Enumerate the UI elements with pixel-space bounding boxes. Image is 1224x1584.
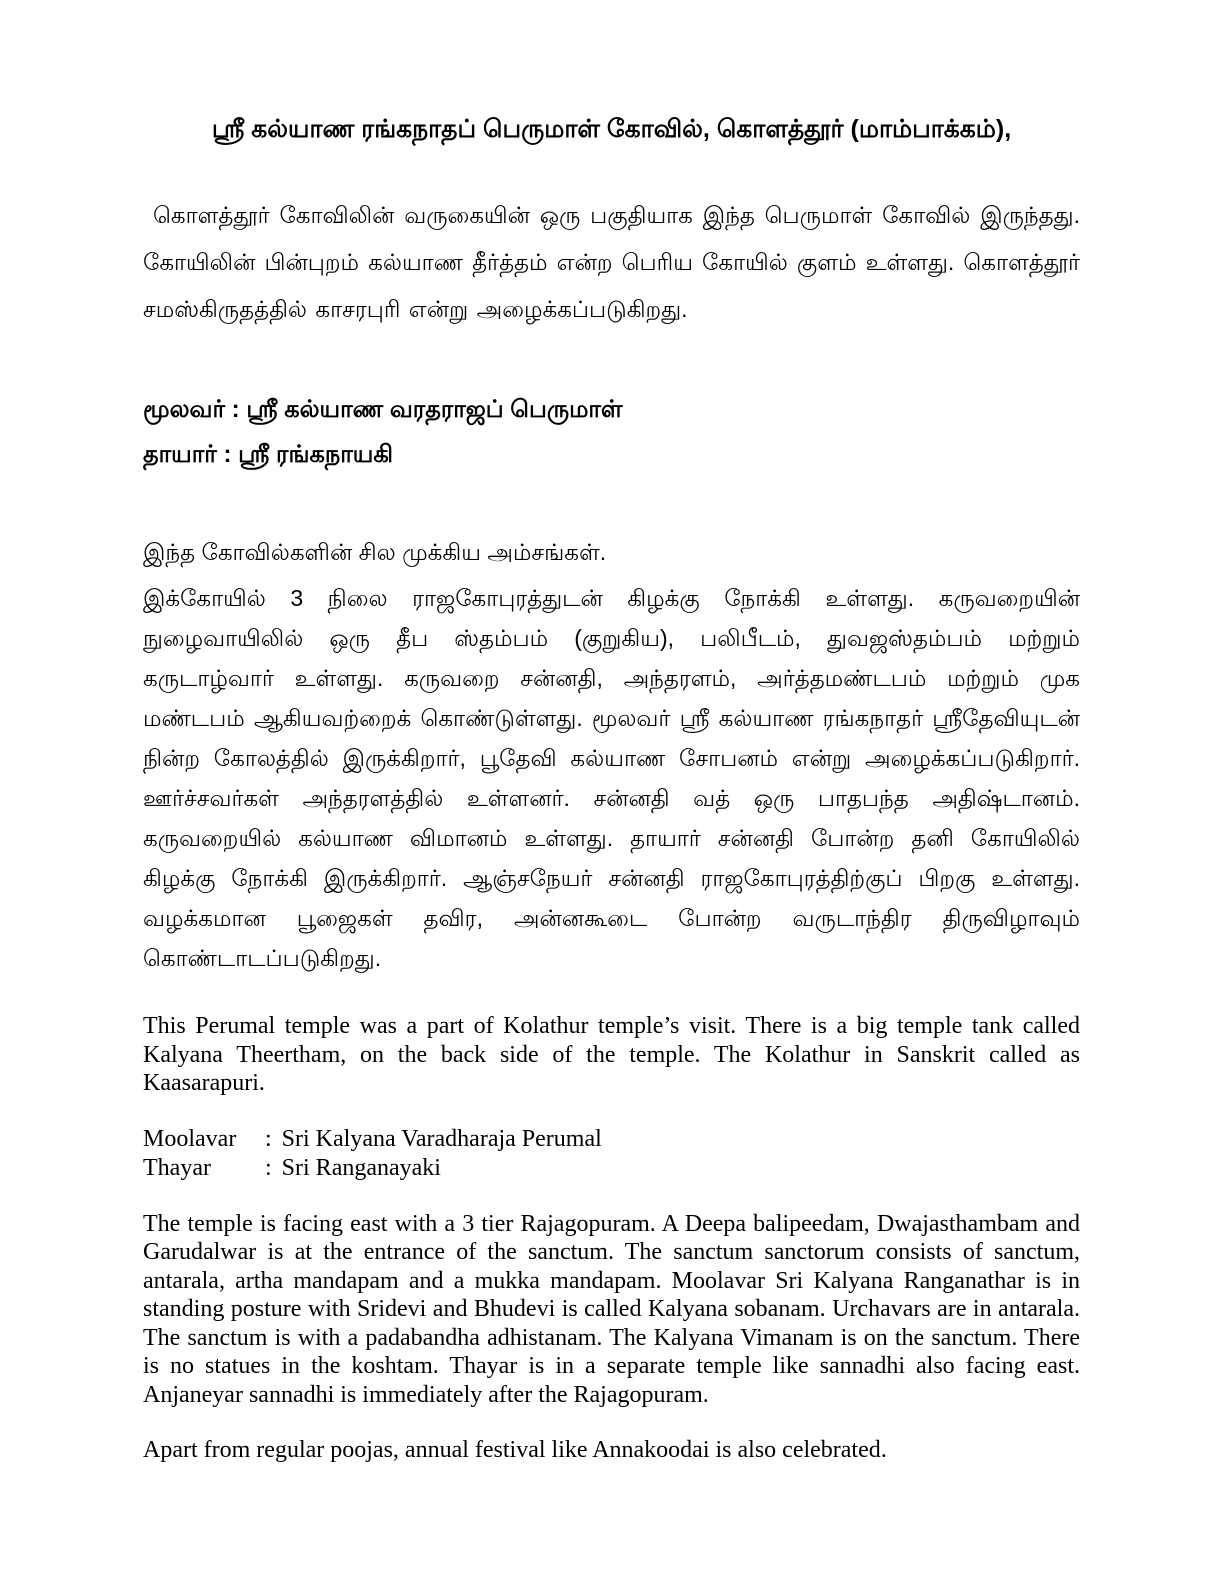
deity-value-moolavar: Sri Kalyana Varadharaja Perumal bbox=[281, 1125, 602, 1152]
tamil-features-heading: இந்த கோவில்களின் சில முக்கிய அம்சங்கள். bbox=[143, 539, 607, 565]
deity-value-thayar: Sri Ranganayaki bbox=[281, 1154, 441, 1181]
english-thayar-row bbox=[143, 1154, 1080, 1183]
page-title: ஸ்ரீ கல்யாண ரங்கநாதப் பெருமாள் கோவில், கொளத்தூர் (மாம்பாக்கம்), bbox=[211, 115, 1012, 143]
tamil-details-paragraph: இக்கோயில் 3 நிலை ராஜகோபுரத்துடன் கிழக்கு நோக்கி உள்ளது. கருவறையின் நுழைவாயிலில் ஒரு தீப ஸ்தம்பம் (குறுகிய), பலிபீடம், துவஜஸ்தம்பம் மற்றும் கருடாழ்வார் உள்ளது. கருவறை சன்னதி, அந்தரளம், அர்த்தமண்டபம் மற்றும் முக மண்டபம் ஆகியவற்றைக் கொண்டுள்ளது. மூலவர் ஸ்ரீ கல்யாண ரங்கநாதர் ஸ்ரீதேவியுடன் நின்ற கோலத்தில் இருக்கிறார், பூதேவி கல்யாண சோபனம் என்று அழைக்கப்படுகிறார். ஊர்ச்சவர்கள் அந்தரளத்தில் உள்ளனர். சன்னதி வத் ஒரு பாதபந்த அதிஷ்டானம். கருவறையில் கல்யாண விமானம் உள்ளது. தாயார் சன்னதி போன்ற தனி கோயிலில் கிழக்கு நோக்கி இருக்கிறார். ஆஞ்சநேயர் சன்னதி ராஜகோபுரத்திற்குப் பிறகு உள்ளது. வழக்கமான பூஜைகள் தவிர, அன்னகூடை போன்ற வருடாந்திர திருவிழாவும் கொண்டாடப்படுகிறது. bbox=[143, 585, 1080, 971]
deity-separator: : bbox=[265, 1154, 272, 1181]
english-festival-paragraph: Apart from regular poojas, annual festival like Annakoodai is also celebrated. bbox=[143, 1437, 887, 1463]
tamil-deity-info bbox=[143, 387, 1080, 477]
deity-separator: : bbox=[265, 1125, 272, 1152]
tamil-moolavar-line: மூலவர் : ஸ்ரீ கல்யாண வரதராஜப் பெருமாள் bbox=[143, 396, 623, 423]
tamil-thayar-line: தாயார் : ஸ்ரீ ரங்கநாயகி bbox=[143, 441, 393, 468]
deity-label-moolavar: Moolavar bbox=[143, 1125, 237, 1152]
english-details-paragraph: The temple is facing east with a 3 tier Rajagopuram. A Deepa balipeedam, Dwajasthambam and Garudalwar is at the entrance of the sanctum. The sanctum sanctorum consists of sanctum, antarala, artha mandapam and a mukka mandapam. Moolavar Sri Kalyana Ranganathar is in standing posture with Sridevi and Bhudevi is called Kalyana sobanam. Urchavars are in antarala. The sanctum is with a padabandha adhistanam. The Kalyana Vimanam is on the sanctum. There is no statues in the koshtam. Thayar is in a separate temple like sannadhi also facing east. Anjaneyar sannadhi is immediately after the Rajagopuram. bbox=[143, 1210, 1080, 1408]
english-deity-info bbox=[143, 1125, 1080, 1183]
english-moolavar-row bbox=[143, 1125, 1080, 1154]
deity-label-thayar: Thayar bbox=[143, 1154, 211, 1181]
english-intro-paragraph: This Perumal temple was a part of Kolathur temple’s visit. There is a big temple tank called Kalyana Theertham, on the back side of the temple. The Kolathur in Sanskrit called as Kaasarapuri. bbox=[143, 1013, 1080, 1096]
tamil-intro-paragraph: கொளத்தூர் கோவிலின் வருகையின் ஒரு பகுதியாக இந்த பெருமாள் கோவில் இருந்தது. கோயிலின் பின்புறம் கல்யாண தீர்த்தம் என்ற பெரிய கோயில் குளம் உள்ளது. கொளத்தூர் சமஸ்கிருதத்தில் காசரபுரி என்று அழைக்கப்படுகிறது. bbox=[143, 202, 1080, 322]
